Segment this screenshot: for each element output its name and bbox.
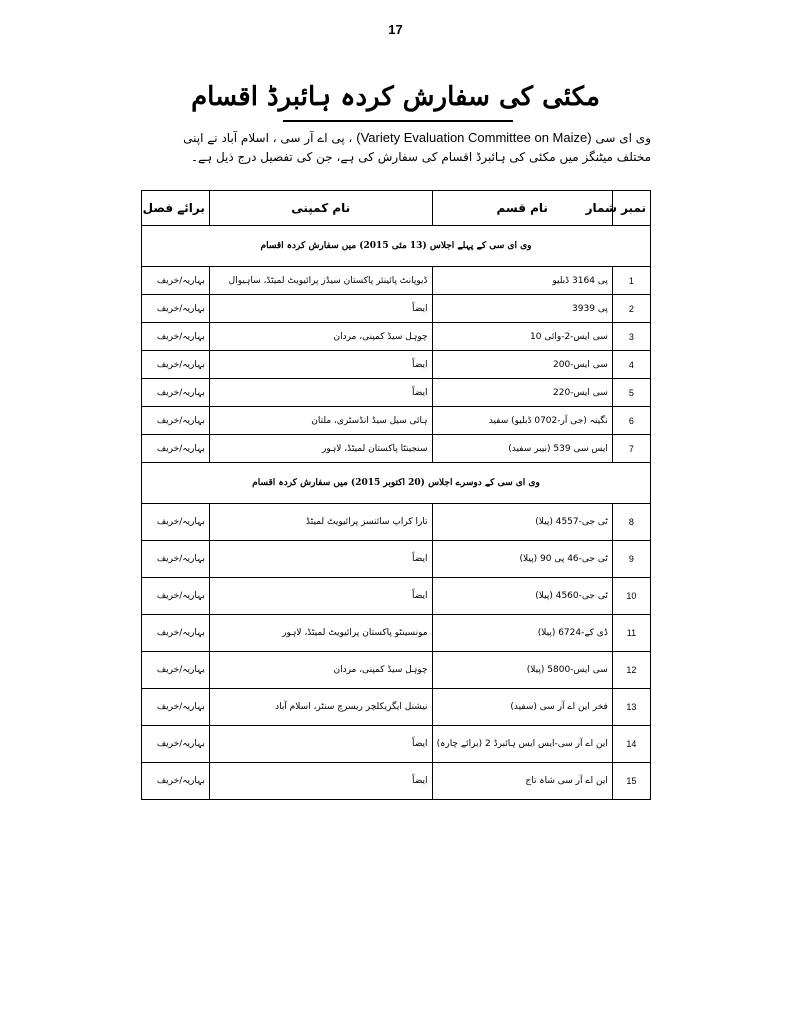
section-heading-row [142, 226, 651, 267]
variety-name: این اے آر سی-ایس ایس ہائبرڈ 2 (برائے چارہ) [432, 726, 612, 763]
table-row [142, 504, 651, 541]
section-heading: وی ای سی کے پہلے اجلاس (13 مئی 2015) میں سفارش کردہ اقسام [142, 226, 651, 267]
table-row [142, 435, 651, 463]
season: بہاریہ/خریف [142, 689, 210, 726]
section-heading: وی ای سی کے دوسرے اجلاس (20 اکتوبر 2015) میں سفارش کردہ اقسام [142, 463, 651, 504]
table-row [142, 407, 651, 435]
row-number: 15 [612, 763, 650, 800]
row-number: 11 [612, 615, 650, 652]
table-row [142, 351, 651, 379]
table-row [142, 541, 651, 578]
season: بہاریہ/خریف [142, 763, 210, 800]
company-name: سنجینٹا پاکستان لمیٹڈ، لاہور [209, 435, 432, 463]
company-name: ایضاً [209, 295, 432, 323]
season: بہاریہ/خریف [142, 267, 210, 295]
table-row [142, 652, 651, 689]
table-header-row [142, 191, 651, 226]
row-number: 5 [612, 379, 650, 407]
company-name: چوہل سیڈ کمپنی، مردان [209, 652, 432, 689]
table-row [142, 689, 651, 726]
row-number: 7 [612, 435, 650, 463]
company-name: ایضاً [209, 726, 432, 763]
variety-name: ڈی کے-6724 (پیلا) [432, 615, 612, 652]
company-name: ایضاً [209, 379, 432, 407]
row-number: 1 [612, 267, 650, 295]
page-number: 17 [388, 22, 403, 37]
row-number: 4 [612, 351, 650, 379]
company-name: ایضاً [209, 351, 432, 379]
header-season: برائے فصل [142, 191, 210, 226]
table-row [142, 267, 651, 295]
variety-name: سی ایس-2-وائی 10 [432, 323, 612, 351]
table-row [142, 379, 651, 407]
season: بہاریہ/خریف [142, 295, 210, 323]
row-number: 9 [612, 541, 650, 578]
header-variety: نام قسم [432, 191, 612, 226]
variety-name: ایس سی 539 (نیبر سفید) [432, 435, 612, 463]
intro-suffix: ، پی اے آر سی ، اسلام آباد نے اپنی [183, 131, 353, 145]
variety-name: ٹی جی-46 پی 90 (پیلا) [432, 541, 612, 578]
row-number: 2 [612, 295, 650, 323]
table-row [142, 726, 651, 763]
table-row [142, 763, 651, 800]
row-number: 12 [612, 652, 650, 689]
season: بہاریہ/خریف [142, 379, 210, 407]
row-number: 13 [612, 689, 650, 726]
table-row [142, 578, 651, 615]
intro-line-2: مختلف میٹنگز میں مکئی کی ہائبرڈ اقسام کی سفارش کی ہے، جن کی تفصیل درج ذیل ہے۔ [191, 150, 651, 164]
variety-name: نگینہ (جی آر-0702 ڈبلیو) سفید [432, 407, 612, 435]
variety-name: فخر این اے آر سی (سفید) [432, 689, 612, 726]
variety-name: پی 3939 [432, 295, 612, 323]
season: بہاریہ/خریف [142, 615, 210, 652]
season: بہاریہ/خریف [142, 351, 210, 379]
section-heading-row [142, 463, 651, 504]
row-number: 14 [612, 726, 650, 763]
intro-line-1 [141, 128, 651, 148]
company-name: نیشنل ایگریکلچر ریسرچ سنٹر، اسلام آباد [209, 689, 432, 726]
variety-name: ٹی جی-4560 (پیلا) [432, 578, 612, 615]
variety-name: ٹی جی-4557 (پیلا) [432, 504, 612, 541]
company-name: ڈیوپانٹ پائینئر پاکستان سیڈز پرائیویٹ لمیٹڈ، ساہیوال [209, 267, 432, 295]
table-row [142, 295, 651, 323]
variety-name: این اے آر سی شاہ تاج [432, 763, 612, 800]
row-number: 6 [612, 407, 650, 435]
season: بہاریہ/خریف [142, 652, 210, 689]
company-name: ایضاً [209, 763, 432, 800]
variety-name: سی ایس-200 [432, 351, 612, 379]
intro-prefix: وی ای سی [595, 131, 651, 145]
variety-name: سی ایس-5800 (پیلا) [432, 652, 612, 689]
company-name: ہائی سیل سیڈ انڈسٹری، ملتان [209, 407, 432, 435]
title-underline [283, 120, 513, 122]
company-name: ایضاً [209, 578, 432, 615]
variety-name: پی 3164 ڈبلیو [432, 267, 612, 295]
company-name: مونسینٹو پاکستان پرائیویٹ لمیٹڈ، لاہور [209, 615, 432, 652]
season: بہاریہ/خریف [142, 407, 210, 435]
row-number: 10 [612, 578, 650, 615]
season: بہاریہ/خریف [142, 578, 210, 615]
header-company: نام کمپنی [209, 191, 432, 226]
season: بہاریہ/خریف [142, 541, 210, 578]
row-number: 8 [612, 504, 650, 541]
table-row [142, 323, 651, 351]
company-name: چوہل سیڈ کمپنی، مردان [209, 323, 432, 351]
table-row [142, 615, 651, 652]
intro-paragraph [141, 128, 651, 167]
committee-name-english: (Variety Evaluation Committee on Maize) [356, 130, 592, 145]
company-name: ایضاً [209, 541, 432, 578]
varieties-table [141, 190, 651, 800]
season: بہاریہ/خریف [142, 504, 210, 541]
header-number: نمبر شمار [612, 191, 650, 226]
row-number: 3 [612, 323, 650, 351]
season: بہاریہ/خریف [142, 726, 210, 763]
variety-name: سی ایس-220 [432, 379, 612, 407]
table-body [142, 226, 651, 800]
page-title: مکئی کی سفارش کردہ ہائبرڈ اقسام [191, 82, 600, 112]
season: بہاریہ/خریف [142, 435, 210, 463]
season: بہاریہ/خریف [142, 323, 210, 351]
company-name: تارا کراپ سائنسز پرائیویٹ لمیٹڈ [209, 504, 432, 541]
